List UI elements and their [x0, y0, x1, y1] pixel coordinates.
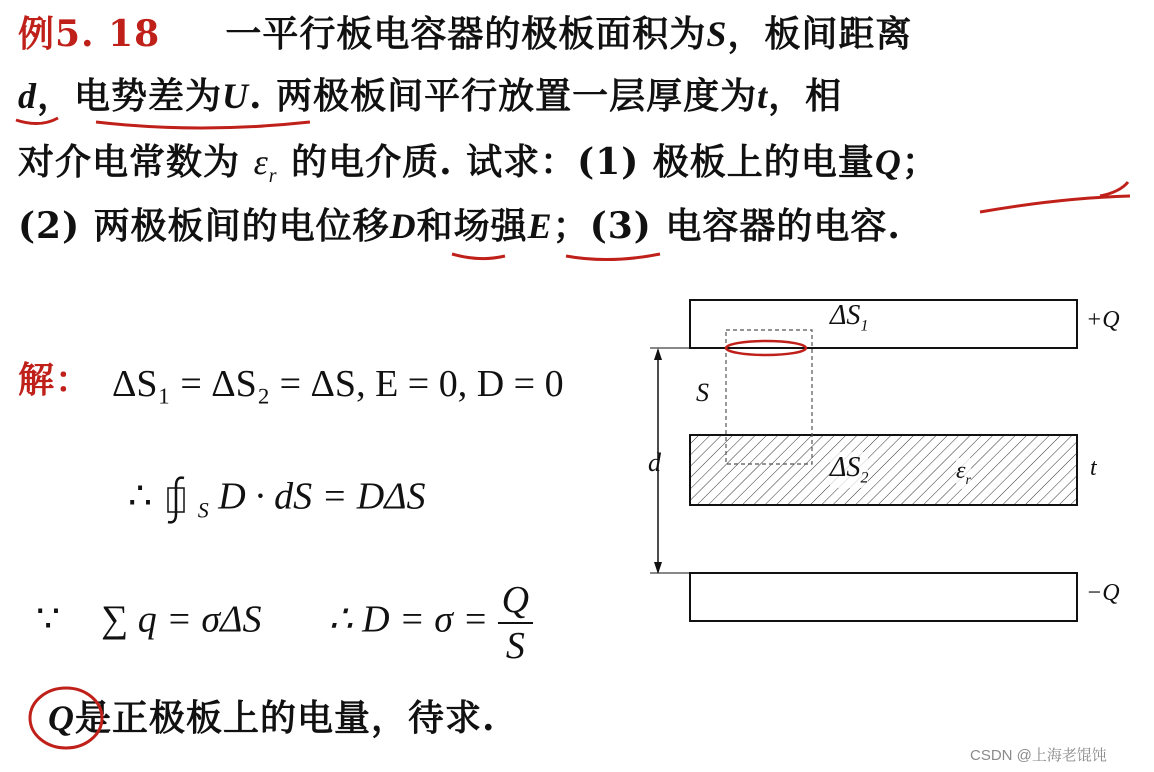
problem-text: 和场强 [416, 205, 528, 247]
annotation-q-mark [1100, 182, 1128, 196]
subscript-2: 2 [860, 469, 869, 487]
var-d-displacement: D [389, 206, 417, 246]
problem-text: 的电介质. 试求：(1) 极板上的电量 [291, 141, 875, 183]
problem-text: ；(3) 电容器的电容. [552, 205, 901, 247]
label-t: t [1090, 455, 1097, 481]
label-plus-q: +Q [1086, 307, 1120, 333]
label-minus-q: −Q [1086, 580, 1120, 606]
label-d: d [648, 448, 661, 477]
problem-text: ，相 [768, 75, 843, 117]
var-s: S [706, 14, 728, 54]
solution-label: 解： [18, 359, 93, 401]
epsilon-subscript: r [268, 165, 278, 188]
delta-s-text: ΔS [830, 300, 861, 331]
underline-d [16, 118, 58, 124]
label-s: S [696, 378, 709, 407]
epsilon-symbol: ε [253, 142, 269, 182]
var-t: t [757, 76, 769, 116]
note-text: 是正极板上的电量，待求. [75, 697, 496, 739]
underline-field [566, 254, 660, 260]
delta-s-text: ΔS [830, 452, 861, 483]
var-q-note: Q [48, 698, 75, 738]
problem-text: ； [901, 141, 939, 183]
var-u: U [222, 76, 250, 116]
problem-text: . 两极板间平行放置一层厚度为 [249, 75, 758, 117]
integral-body: D · dS = DΔS [218, 475, 426, 518]
subscript-1: 1 [860, 317, 869, 335]
equation-1: ΔS₁ = ΔS₂ = ΔS, E = 0, D = 0 [112, 363, 564, 405]
problem-text: ，板间距离 [727, 13, 913, 55]
example-label: 例5. 18 [18, 13, 161, 55]
sum-equation: ∑ q = σΔS [101, 598, 262, 641]
problem-text: 一平行板电容器的极板面积为 [225, 13, 707, 55]
problem-text: 对介电常数为 [18, 141, 241, 183]
fraction-numerator: Q [498, 578, 533, 624]
problem-text: ，电势差为 [37, 75, 223, 117]
circle-around-q [30, 688, 102, 748]
because-symbol: ∵ [36, 598, 61, 641]
watermark: CSDN @上海老馄饨 [970, 747, 1107, 764]
integral-subscript: S [197, 497, 209, 523]
underline-capacitance [980, 196, 1130, 212]
underline-displacement [452, 254, 505, 259]
var-q: Q [874, 142, 902, 182]
var-d: d [18, 76, 37, 116]
problem-text: (2) 两极板间的电位移 [18, 205, 390, 247]
d-equals-sigma: ∴ D = σ = [328, 598, 489, 641]
underline-potential [96, 122, 310, 128]
fraction-denominator: S [505, 625, 525, 667]
epsilon-subscript: r [965, 472, 971, 488]
var-e: E [527, 206, 553, 246]
therefore-symbol: ∴ [128, 475, 153, 518]
epsilon-symbol: ε [956, 458, 966, 484]
